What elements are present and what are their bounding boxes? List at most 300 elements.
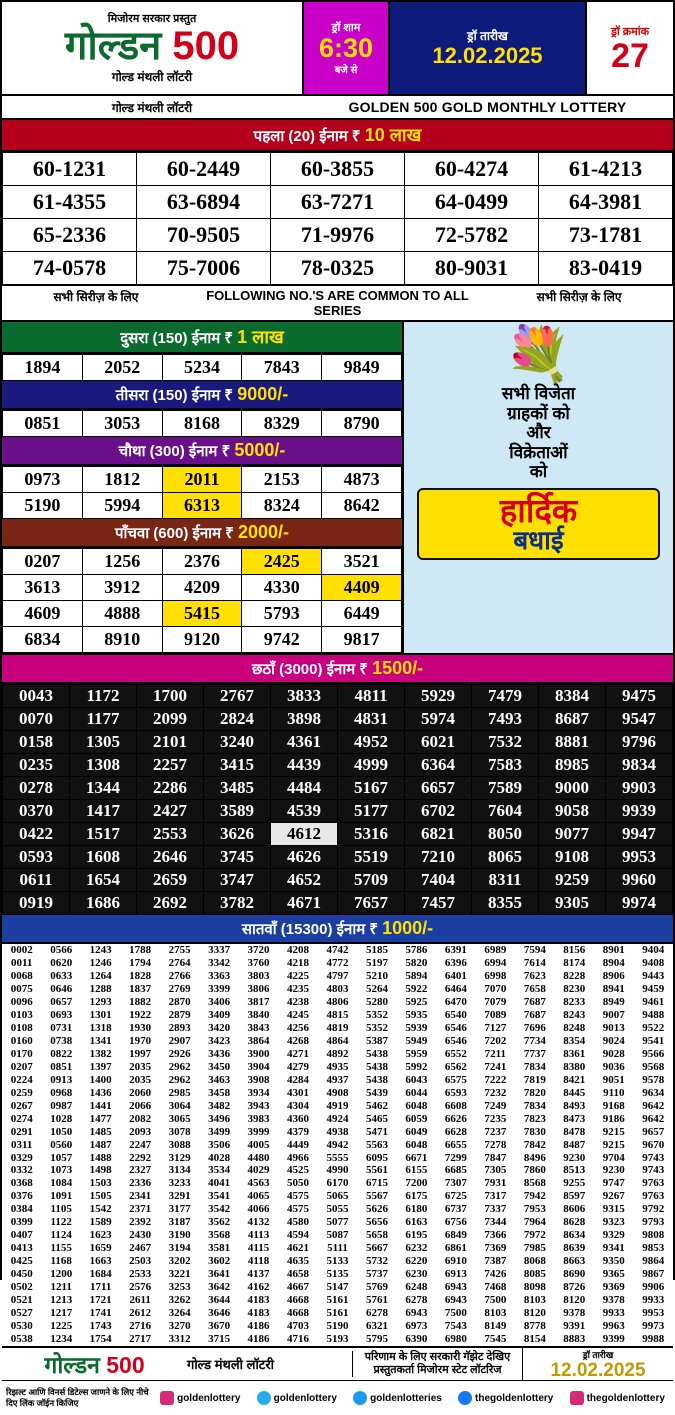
prize-number: 9566 [642,1047,665,1060]
prize-number: 4268 [287,1034,310,1047]
prize-number: 6821 [405,823,472,846]
prize-number: 8690 [563,1268,586,1281]
prize-number: 3803 [247,969,270,982]
prize-number: 9404 [642,944,665,956]
prize-number: 7337 [484,1203,507,1216]
prize-number: 64-3981 [539,186,673,219]
prize-number: 5709 [338,869,405,892]
prize-number: 9568 [642,1060,665,1073]
instagram-icon [160,1391,174,1405]
greeting-line-2: ग्राहकों को [507,403,570,423]
prize-number: 8230 [563,982,586,995]
prize-number: 6364 [405,754,472,777]
prize-number: 0422 [3,823,70,846]
prize-number: 1828 [129,969,152,982]
prize-number: 3720 [247,944,270,956]
prize-number-highlighted: 4409 [322,575,402,601]
prize-number: 3134 [168,1164,191,1177]
prize-number: 4924 [326,1112,349,1125]
prize-number: 5656 [365,1216,388,1229]
prize-number: 9108 [539,846,606,869]
prize-number: 6626 [444,1112,467,1125]
prize-number: 3240 [204,731,271,754]
prize-number: 9763 [642,1190,665,1203]
sixth-prize-label: छठाँ (3000) ईनाम ₹ [251,661,368,678]
prize-number: 7834 [523,1099,546,1112]
prize-number: 6702 [405,800,472,823]
prize-number: 2099 [137,708,204,731]
prize-number: 9443 [642,969,665,982]
prize-number: 0413 [10,1242,33,1255]
prize-number: 2066 [129,1099,152,1112]
prize-number: 2646 [137,846,204,869]
prize-number: 2327 [129,1164,152,1177]
prize-number: 1397 [89,1060,112,1073]
prize-number: 2926 [168,1047,191,1060]
table-row [2,957,673,970]
prize-number: 8050 [472,823,539,846]
prize-number: 8068 [523,1255,546,1268]
prize-number: 2257 [137,754,204,777]
prize-number: 1288 [89,982,112,995]
prize-number: 3644 [208,1294,231,1307]
prize-number: 7468 [484,1281,507,1294]
prize-number: 8156 [563,944,586,956]
prize-number: 0399 [10,1216,33,1229]
prize-number: 1930 [129,1021,152,1034]
prize-number: 0973 [3,467,83,493]
prize-number: 4919 [326,1099,349,1112]
brand-subtitle: गोल्ड मंथली लॉटरी [111,69,193,84]
draw-number-label: ड्रॉ क्रमांक [610,25,650,38]
prize-number: 4301 [287,1086,310,1099]
prize-number: 8904 [602,956,625,969]
prize-number: 1243 [89,944,112,956]
prize-number-highlighted: 2425 [242,549,322,575]
prize-number: 7964 [523,1216,546,1229]
prize-number: 3602 [208,1255,231,1268]
prize-number: 4186 [247,1320,270,1333]
prize-number: 4208 [287,944,310,956]
prize-number: 7737 [523,1047,546,1060]
prize-number: 1050 [50,1125,73,1138]
prize-number: 0235 [3,754,70,777]
prize-number: 9230 [563,1151,586,1164]
prize-number: 0224 [10,1073,33,1086]
prize-number: 4803 [326,982,349,995]
prize-number: 6657 [405,777,472,800]
prize-number: 9024 [602,1034,625,1047]
prize-number: 9488 [642,1008,665,1021]
prize-number: 2767 [204,685,271,708]
prize-number: 9350 [602,1255,625,1268]
prize-number: 0311 [11,1138,33,1151]
prize-number: 1589 [89,1216,112,1229]
prize-number: 0646 [50,982,73,995]
prize-number: 5197 [365,956,388,969]
prize-number: 7543 [444,1320,467,1333]
govt-line: मिजोरम सरकार प्रस्तुत [107,13,197,26]
sixth-prize-table [2,684,673,915]
social-handle: goldenlottery [177,1392,241,1404]
prize-number: 5185 [365,944,388,956]
prize-number: 60-3855 [271,153,405,186]
table-row [2,1113,673,1126]
prize-number: 4892 [326,1047,349,1060]
prize-number: 1711 [89,1281,112,1294]
prize-number: 3904 [247,1060,270,1073]
prize-number: 2985 [168,1086,191,1099]
prize-number: 7079 [484,995,507,1008]
common-note-right: सभी सिरीज़ के लिए [536,290,622,304]
prize-number: 4671 [271,892,338,915]
prize-number: 7820 [523,1086,546,1099]
prize-number: 2766 [168,969,191,982]
prize-number: 7614 [523,956,546,969]
prize-number: 7235 [484,1112,507,1125]
prize-number: 3463 [208,1073,231,1086]
prize-number: 5193 [326,1333,349,1346]
prize-number: 5563 [365,1138,388,1151]
common-note-left: सभी सिरीज़ के लिए [53,290,139,304]
prize-number: 1301 [89,1008,112,1021]
prize-number: 5177 [338,800,405,823]
table-row [3,601,402,627]
prize-number: 2755 [168,944,191,956]
prize-number: 9323 [602,1216,625,1229]
prize-number: 6175 [405,1190,428,1203]
prize-number: 5567 [365,1190,388,1203]
social-link-instagram[interactable] [160,1391,240,1405]
prize-number: 3568 [208,1229,231,1242]
prize-number: 5786 [405,944,428,956]
prize-number: 3337 [208,944,231,956]
prize-number: 4668 [287,1294,310,1307]
prize-number: 7457 [405,892,472,915]
prize-number: 9036 [602,1060,625,1073]
prize-number: 1211 [50,1281,72,1294]
prize-number: 9369 [602,1281,625,1294]
prize-number: 3908 [247,1073,270,1086]
prize-number: 1246 [89,956,112,969]
prize-number: 1122 [50,1216,72,1229]
table-row [2,1139,673,1152]
prize-number: 78-0325 [271,252,405,285]
table-row [2,1190,673,1203]
footer-join-note: रिझल्ट आणि विनर्स डिटेल्स जाणने के लिए नीचे दिए लिंक जॉईन किजिए [6,1387,149,1409]
prize-number: 0075 [10,982,33,995]
fourth-prize-label: चौथा (300) ईनाम ₹ [118,443,231,460]
prize-number: 4831 [338,708,405,731]
table-row [2,1255,673,1268]
prize-number: 2659 [137,869,204,892]
prize-number: 1155 [50,1242,72,1255]
prize-number: 0919 [3,892,70,915]
prize-number: 6044 [405,1086,428,1099]
prize-number: 1721 [89,1294,112,1307]
prize-number: 1608 [70,846,137,869]
prize-number: 4028 [208,1151,231,1164]
prize-number: 9864 [642,1255,665,1268]
prize-number: 6049 [405,1125,428,1138]
prize-number: 3646 [208,1307,231,1320]
prize-number: 1084 [50,1177,73,1190]
prize-number: 9953 [642,1307,665,1320]
table-row [3,411,402,437]
prize-number: 7299 [444,1151,467,1164]
prize-number: 3177 [168,1203,191,1216]
prize-number: 8085 [523,1268,546,1281]
prize-number: 7387 [484,1255,507,1268]
prize-number: 4218 [287,956,310,969]
footer-brand-500: 500 [106,1352,145,1379]
table-row [3,252,673,285]
seventh-prize-label: सातवाँ (15300) ईनाम ₹ [241,921,378,938]
prize-number: 1659 [89,1242,112,1255]
prize-number: 1172 [70,685,137,708]
prize-number: 0913 [50,1073,73,1086]
prize-number: 6562 [444,1060,467,1073]
prize-number: 5190 [3,493,83,519]
prize-number: 83-0419 [539,252,673,285]
social-link-instagram-2[interactable] [570,1391,665,1405]
first-prize-amount: 10 लाख [364,125,422,145]
prize-number: 1400 [89,1073,112,1086]
facebook-icon [458,1391,472,1405]
prize-number: 9315 [602,1203,625,1216]
social-link-facebook[interactable] [458,1391,553,1405]
prize-number: 5761 [365,1294,388,1307]
prize-number: 9267 [602,1190,625,1203]
prize-number: 3747 [204,869,271,892]
prize-number: 9255 [563,1177,586,1190]
prize-number: 8642 [322,493,402,519]
prize-number: 5795 [365,1333,388,1346]
prize-number: 5352 [365,1008,388,1021]
prize-number: 6685 [444,1164,467,1177]
prize-number: 9817 [322,627,402,653]
prize-number: 3715 [208,1333,231,1346]
prize-number: 3626 [204,823,271,846]
prize-number: 2716 [129,1320,152,1333]
table-row [2,944,673,957]
prize-number: 2824 [204,708,271,731]
table-row [2,996,673,1009]
prize-number: 8168 [162,411,242,437]
footer-center-line-1: परिणाम के लिए सरकारी गॅझेट देखिए [364,1351,511,1364]
table-row [3,869,673,892]
prize-number: 3270 [168,1320,191,1333]
prize-number: 7842 [523,1138,546,1151]
fourth-prize-amount: 5000/- [234,440,286,460]
prize-number: 9634 [642,1086,665,1099]
prize-number: 7583 [472,754,539,777]
prize-number: 8354 [563,1034,586,1047]
footer-brand-sub: गोल्ड मंथली लॉटरी [187,1357,275,1373]
prize-number: 1264 [89,969,112,982]
prize-number: 4271 [287,1047,310,1060]
prize-number: 6913 [444,1268,467,1281]
prize-number: 4999 [338,754,405,777]
prize-number: 7687 [523,1008,546,1021]
prize-number: 5994 [82,493,162,519]
prize-number: 80-9031 [405,252,539,285]
prize-number: 3912 [82,575,162,601]
prize-number: 5161 [326,1307,349,1320]
prize-number: 4484 [271,777,338,800]
prize-number: 7819 [523,1073,546,1086]
prize-number: 5087 [326,1229,349,1242]
prize-number: 7249 [484,1099,507,1112]
prize-number: 64-0499 [405,186,539,219]
prize-number: 6470 [444,995,467,1008]
prize-number: 9186 [602,1112,625,1125]
prize-number: 4966 [287,1151,310,1164]
prize-number: 2611 [129,1294,151,1307]
prize-number: 7211 [484,1047,507,1060]
prize-number: 4811 [338,685,405,708]
draw-number-value: 27 [611,36,649,75]
prize-number: 9475 [606,685,673,708]
prize-number: 5561 [365,1164,388,1177]
prize-number: 3053 [82,411,162,437]
prize-number: 5133 [326,1255,349,1268]
table-row [3,186,673,219]
social-handle: thegoldenlottery [586,1392,665,1404]
prize-number: 6278 [365,1307,388,1320]
prize-number: 3506 [208,1138,231,1151]
prize-number: 3194 [168,1242,191,1255]
prize-number: 5234 [162,355,242,381]
prize-number: 2153 [242,467,322,493]
prize-number: 3900 [247,1047,270,1060]
prize-number: 3065 [168,1112,191,1125]
table-row [2,1061,673,1074]
prize-number: 7479 [472,685,539,708]
prize-number: 71-9976 [271,219,405,252]
prize-number: 4118 [247,1255,270,1268]
social-link-twitter[interactable] [353,1391,442,1405]
prize-number: 4041 [208,1177,231,1190]
twitter-icon [353,1391,367,1405]
prize-number: 6980 [444,1333,467,1346]
prize-number: 0376 [10,1190,33,1203]
prize-number: 7931 [484,1177,507,1190]
prize-number: 6390 [405,1333,428,1346]
prize-number: 5519 [338,846,405,869]
table-row [2,1048,673,1061]
prize-number: 9007 [602,1008,625,1021]
prize-number: 72-5782 [405,219,539,252]
prize-number: 9743 [642,1151,665,1164]
prize-number: 4594 [287,1229,310,1242]
prize-number: 2052 [82,355,162,381]
prize-number: 4772 [326,956,349,969]
prize-number: 0274 [10,1112,33,1125]
prize-number: 7847 [484,1151,507,1164]
prize-number: 2870 [168,995,191,1008]
greeting-line-5: को [529,462,548,482]
prize-number: 73-1781 [539,219,673,252]
prize-number: 6059 [405,1112,428,1125]
prize-number: 5050 [287,1177,310,1190]
prize-number: 9670 [642,1138,665,1151]
prize-number: 3233 [168,1177,191,1190]
prize-number: 5820 [405,956,428,969]
prize-number: 9329 [602,1229,625,1242]
prize-number: 4575 [287,1190,310,1203]
prize-number: 8628 [563,1216,586,1229]
draw-time-sub: बजे से [334,65,358,76]
prize-number: 4938 [326,1125,349,1138]
prize-number: 5949 [405,1034,428,1047]
table-row [3,575,402,601]
prize-number: 75-7006 [137,252,271,285]
social-handle: goldenlottery [273,1392,337,1404]
table-row [2,1268,673,1281]
sixth-prize-band [2,655,673,684]
prize-number: 7210 [405,846,472,869]
prize-number: 1417 [70,800,137,823]
prize-number: 1663 [89,1255,112,1268]
prize-number: 1794 [129,956,152,969]
table-row [2,1229,673,1242]
table-row [3,731,673,754]
prize-number: 6195 [405,1229,428,1242]
greeting-panel [404,322,673,653]
prize-number: 2371 [129,1203,152,1216]
prize-number: 3450 [208,1060,231,1073]
prize-number-highlighted: 5415 [162,601,242,627]
social-handle: goldenlotteries [370,1392,442,1404]
prize-number: 4667 [287,1281,310,1294]
prize-number: 3542 [208,1203,231,1216]
prize-number: 6998 [484,969,507,982]
prize-number: 3934 [247,1086,270,1099]
table-row [3,685,673,708]
prize-number: 9378 [602,1294,625,1307]
prize-number: 4304 [287,1099,310,1112]
first-prize-table [2,152,673,285]
prize-number: 4668 [287,1307,310,1320]
prize-number: 9578 [642,1073,665,1086]
social-link-telegram[interactable] [257,1391,337,1405]
footer-date-block [522,1348,673,1380]
prize-number: 0693 [50,1008,73,1021]
prize-number: 6849 [444,1229,467,1242]
prize-number: 4245 [287,1008,310,1021]
prize-number: 4162 [247,1281,270,1294]
prize-number: 1441 [89,1099,112,1112]
prize-number: 4952 [338,731,405,754]
prize-number: 2467 [129,1242,152,1255]
prize-number: 8639 [563,1242,586,1255]
prize-number: 2692 [137,892,204,915]
prize-number: 3782 [204,892,271,915]
prize-number: 6321 [365,1320,388,1333]
prize-number: 5935 [405,1008,428,1021]
prize-number: 7985 [523,1242,546,1255]
prize-number: 7366 [484,1229,507,1242]
prize-number: 6043 [405,1073,428,1086]
prize-number: 6391 [444,944,467,956]
prize-number: 6401 [444,969,467,982]
prize-number: 7532 [472,731,539,754]
instagram-icon [570,1391,584,1405]
prize-number: 6834 [3,627,83,653]
prize-number: 7232 [484,1086,507,1099]
prize-number: 3898 [271,708,338,731]
